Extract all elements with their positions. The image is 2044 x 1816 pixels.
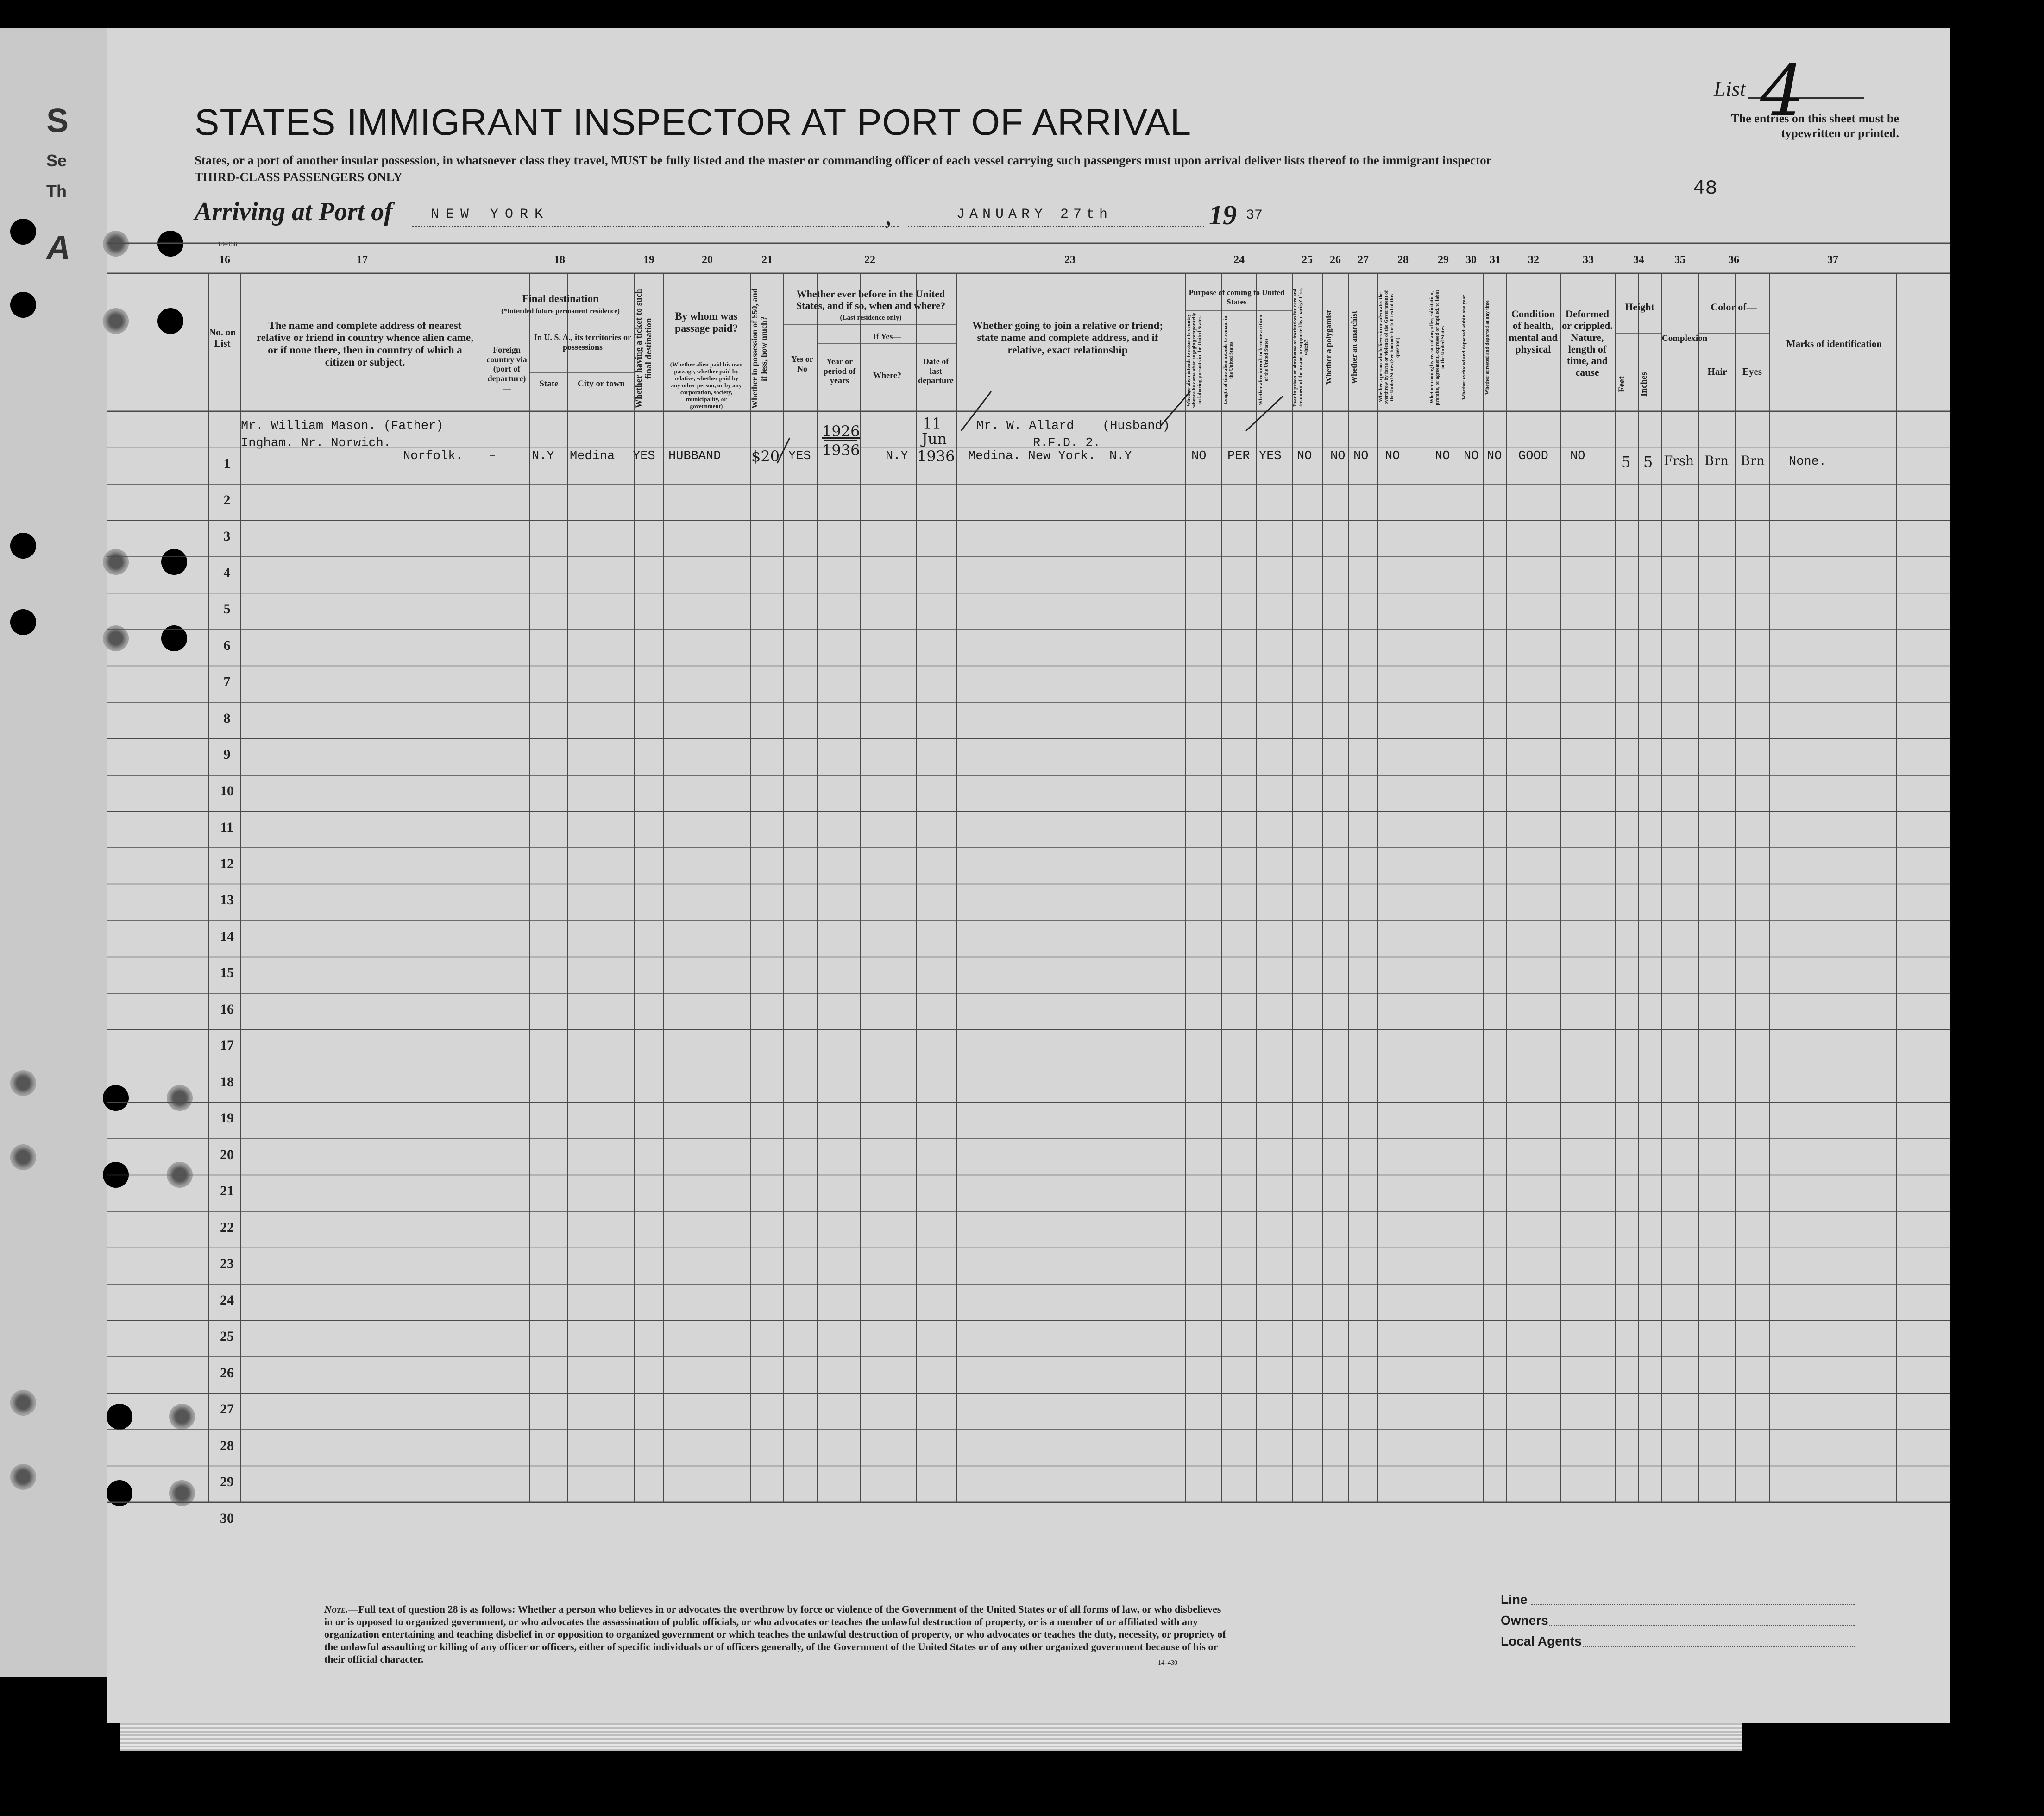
- join-state: N.Y: [1109, 449, 1132, 463]
- column-number: 16: [219, 254, 230, 266]
- join-city: Medina. New York.: [968, 449, 1096, 463]
- previous-page-letter: Se: [46, 151, 67, 170]
- money-value: $20: [751, 448, 780, 465]
- row-number: 7: [223, 674, 231, 689]
- header-polygamist: Whether a polygamist: [1324, 310, 1333, 385]
- header-in-usa: In U. S. A., its territories or possessions: [534, 333, 631, 352]
- column-number: 36: [1728, 254, 1739, 266]
- previous-page-letter: Th: [46, 182, 67, 201]
- column-number: 29: [1438, 254, 1449, 266]
- owners-field: [1549, 1625, 1855, 1626]
- header-return-country: Whether alien intends to return to country whence he came after engaging temporarily in laboring pursuits in the United States: [1186, 313, 1203, 408]
- where-value: N.Y: [886, 449, 908, 463]
- sheet-number: 48: [1693, 177, 1717, 200]
- row-number: 23: [220, 1256, 234, 1271]
- column-number: 31: [1490, 254, 1501, 266]
- column-number: 17: [357, 254, 368, 266]
- inches-value: 5: [1643, 453, 1653, 471]
- header-state: State: [539, 379, 559, 389]
- length-of-stay-value: PER: [1227, 449, 1250, 463]
- column-number: 26: [1330, 254, 1341, 266]
- column-number: 22: [864, 254, 875, 266]
- line-label: Line: [1501, 1592, 1528, 1607]
- foreign-country-value: –: [489, 449, 497, 463]
- column-number: 30: [1465, 254, 1477, 266]
- header-list-number: No. on List: [208, 327, 236, 349]
- header-where: Where?: [873, 371, 901, 380]
- join-relationship: (Husband): [1102, 419, 1170, 433]
- header-year-period: Year or period of years: [823, 357, 856, 385]
- header-height: Height: [1625, 301, 1654, 313]
- column-number: 21: [761, 254, 773, 266]
- become-citizen-value: YES: [1259, 449, 1282, 463]
- header-foreign-country: Foreign country via (port of departure)—: [486, 345, 527, 393]
- column-number: 23: [1064, 254, 1075, 266]
- year-suffix: 37: [1246, 208, 1263, 223]
- header-labor-offer: Whether coming by reason of any offer, solicitation, promise, or agreement, expressed or implied, to labor in the United States: [1429, 289, 1446, 406]
- header-color-of: Color of—: [1711, 301, 1757, 313]
- passenger-class: THIRD-CLASS PASSENGERS ONLY: [195, 170, 403, 184]
- marks-value: None.: [1789, 455, 1827, 469]
- header-final-destination-note: (*Intended future permanent residence): [501, 308, 620, 315]
- row-number: 30: [220, 1510, 234, 1526]
- relative-county: Norfolk.: [403, 449, 463, 463]
- row-number: 19: [220, 1110, 234, 1126]
- deported-value: NO: [1487, 449, 1502, 463]
- prison-value: NO: [1297, 449, 1312, 463]
- labor-offer-value: NO: [1435, 449, 1450, 463]
- date-field: JANUARY 27th: [956, 207, 1113, 222]
- row-number: 18: [220, 1074, 234, 1090]
- passage-paid-value: HUBBAND: [668, 449, 721, 463]
- column-number: 18: [554, 254, 565, 266]
- column-number: 19: [643, 254, 654, 266]
- header-prison: Ever in prison or almshouse or institution for care and treatment of the insane, or supported by charity? If so, which?: [1292, 288, 1309, 407]
- column-number: 28: [1397, 254, 1409, 266]
- row-number: 16: [220, 1001, 234, 1017]
- header-length-of-stay: Length of time alien intends to remain in the United States: [1223, 315, 1234, 405]
- row-number: 1: [223, 456, 231, 471]
- list-label: List: [1714, 77, 1746, 101]
- page-title: STATES IMMIGRANT INSPECTOR AT PORT OF ARRIVAL: [195, 101, 1192, 143]
- relative-town: Ingham. Nr. Norwich.: [241, 436, 391, 450]
- join-name: Mr. W. Allard: [976, 419, 1074, 433]
- column-number: 34: [1633, 254, 1644, 266]
- header-deported: Whether arrested and deported at any time: [1484, 300, 1490, 395]
- column-number: 25: [1302, 254, 1313, 266]
- eyes-value: Brn: [1741, 453, 1765, 468]
- row-number: 22: [220, 1219, 234, 1235]
- header-excluded: Whether excluded and deported within one year: [1461, 295, 1467, 400]
- before-in-us-value: YES: [788, 449, 811, 463]
- departure-year-value: 1936: [917, 448, 955, 465]
- header-last-departure: Date of last departure: [918, 357, 954, 385]
- footnote-label: Note.: [324, 1603, 348, 1615]
- previous-page-letter: S: [46, 102, 69, 139]
- row-number: 15: [220, 965, 234, 980]
- state-value: N.Y: [532, 449, 554, 463]
- complexion-value: Frsh: [1664, 453, 1694, 468]
- footer-form-code: 14–430: [1158, 1659, 1177, 1666]
- overthrow-value: NO: [1385, 449, 1400, 463]
- owners-label: Owners: [1501, 1613, 1548, 1627]
- header-health: Condition of health, mental and physical: [1509, 308, 1558, 355]
- join-address: R.F.D. 2.: [1033, 436, 1101, 450]
- header-overthrow: Whether a person who believes in or advocates the overthrow by force or violence of the Government of the United States (See footnote for full text of this question): [1378, 290, 1401, 405]
- arriving-label: Arriving at Port of: [195, 197, 393, 226]
- row-number: 4: [223, 565, 231, 580]
- row-number: 6: [223, 637, 231, 653]
- header-passage-paid: By whom was passage paid?: [674, 310, 738, 334]
- header-complexion: Complexion: [1662, 334, 1708, 343]
- header-hair: Hair: [1707, 366, 1727, 377]
- row-number: 14: [220, 928, 234, 944]
- hair-value: Brn: [1704, 453, 1729, 468]
- separator: ,: [885, 200, 892, 230]
- row-number: 2: [223, 492, 231, 508]
- row-number: 28: [220, 1438, 234, 1453]
- footnote: [324, 1603, 1227, 1665]
- header-yes-no: Yes or No: [791, 354, 813, 373]
- column-number: 27: [1358, 254, 1369, 266]
- return-country-value: NO: [1191, 449, 1207, 463]
- row-number: 24: [220, 1292, 234, 1308]
- previous-page-letter: A: [46, 229, 70, 266]
- header-if-yes: If Yes—: [873, 332, 901, 341]
- departure-day-value: 11: [923, 415, 942, 432]
- header-ticket: Whether having a ticket to such final destination: [634, 289, 654, 409]
- header-nearest-relative: The name and complete address of nearest relative or friend in country whence alien came, or if none there, then in country of which a citizen or subject.: [256, 320, 473, 368]
- header-marks: Marks of identification: [1786, 338, 1882, 349]
- entries-note: The entries on this sheet must be typewritten or printed.: [1731, 112, 1899, 140]
- header-city: City or town: [577, 379, 625, 389]
- row-number: 5: [223, 601, 231, 617]
- row-number: 26: [220, 1365, 234, 1381]
- form-code: 14–430: [218, 241, 237, 248]
- header-join-relative: Whether going to join a relative or friend; state name and complete address, and if relative, exact relationship: [972, 320, 1164, 356]
- year-second-value: 1936: [822, 441, 860, 459]
- header-before-in-us: Whether ever before in the United States, and if so, when and where?: [796, 288, 946, 312]
- footnote-text: —Full text of question 28 is as follows: Whether a person who believes in or advocates the overthrow by force or violence of the Government of the United States or of all forms of law, or who disbelieves in or is opposed to organized government, or who advocates the assassination of public officials, or who advocates or teaches the unlawful destruction of property, or is a member of or affiliated with any organization entertaining and teaching disbelief in or opposition to organized government or which teaches the unlawful destruction of property, or who advocates or teaches the duty, necessity, or propriety of the unlawful assaulting or killing of any officer or officers, either of specific individuals or of officers generally, of the Government of the United States or of any other organized government because of his or their official character.: [324, 1603, 1226, 1665]
- header-passage-note: (Whether alien paid his own passage, whether paid by relative, whether paid by any other person, or by any corporation, society, municipality, or government): [670, 361, 743, 410]
- list-number: 4: [1760, 51, 1805, 132]
- header-purpose: Purpose of coming to United States: [1189, 288, 1285, 306]
- row-number: 11: [220, 820, 234, 835]
- header-final-destination: Final destination: [522, 293, 599, 304]
- row-number: 8: [223, 710, 231, 726]
- row-number: 29: [220, 1474, 234, 1489]
- header-money: Whether in possession of $50, and if less, how much?: [750, 288, 768, 409]
- city-value: Medina: [570, 449, 615, 463]
- column-number: 35: [1674, 254, 1686, 266]
- header-before-note: (Last residence only): [840, 314, 902, 322]
- header-deformed: Deformed or crippled. Nature, length of time, and cause: [1562, 308, 1613, 378]
- header-eyes: Eyes: [1742, 366, 1762, 377]
- column-number: 37: [1827, 254, 1838, 266]
- column-number: 24: [1233, 254, 1245, 266]
- ticket-value: YES: [633, 449, 655, 463]
- anarchist-value: NO: [1353, 449, 1369, 463]
- row-number: 13: [220, 892, 234, 908]
- row-number: 25: [220, 1329, 234, 1344]
- departure-month-value: Jun: [922, 430, 947, 448]
- health-value: GOOD: [1518, 449, 1548, 463]
- excluded-value: NO: [1464, 449, 1479, 463]
- row-number: 17: [220, 1038, 234, 1053]
- header-feet: Feet: [1617, 376, 1627, 393]
- local-agents-label: Local Agents: [1501, 1634, 1582, 1648]
- year-first-value: 1926: [822, 422, 860, 440]
- relative-name: Mr. William Mason. (Father): [241, 419, 444, 433]
- column-number: 20: [702, 254, 713, 266]
- row-number: 20: [220, 1147, 234, 1162]
- row-number: 27: [220, 1401, 234, 1417]
- header-anarchist: Whether an anarchist: [1350, 310, 1358, 385]
- row-number: 3: [223, 529, 231, 544]
- local-agents-field: [1583, 1646, 1855, 1647]
- deformed-value: NO: [1570, 449, 1585, 463]
- line-field: [1531, 1604, 1855, 1605]
- port-field: NEW YORK: [431, 207, 550, 222]
- column-number: 33: [1583, 254, 1594, 266]
- row-number: 21: [220, 1183, 234, 1198]
- instruction-line: States, or a port of another insular possession, in whatsoever class they travel, MUST be fully listed and the master or commanding officer of each vessel carrying such passengers must upon arrival deliver lists thereof to the immigrant inspector: [195, 153, 1492, 167]
- row-number: 10: [220, 783, 234, 799]
- feet-value: 5: [1621, 453, 1631, 471]
- row-number: 9: [223, 747, 231, 762]
- column-number: 32: [1528, 254, 1539, 266]
- header-become-citizen: Whether alien intends to become a citizen of the United States: [1258, 315, 1270, 406]
- year-prefix: 19: [1209, 200, 1237, 230]
- header-inches: Inches: [1639, 372, 1649, 397]
- polygamist-value: NO: [1330, 449, 1346, 463]
- row-number: 12: [220, 856, 234, 871]
